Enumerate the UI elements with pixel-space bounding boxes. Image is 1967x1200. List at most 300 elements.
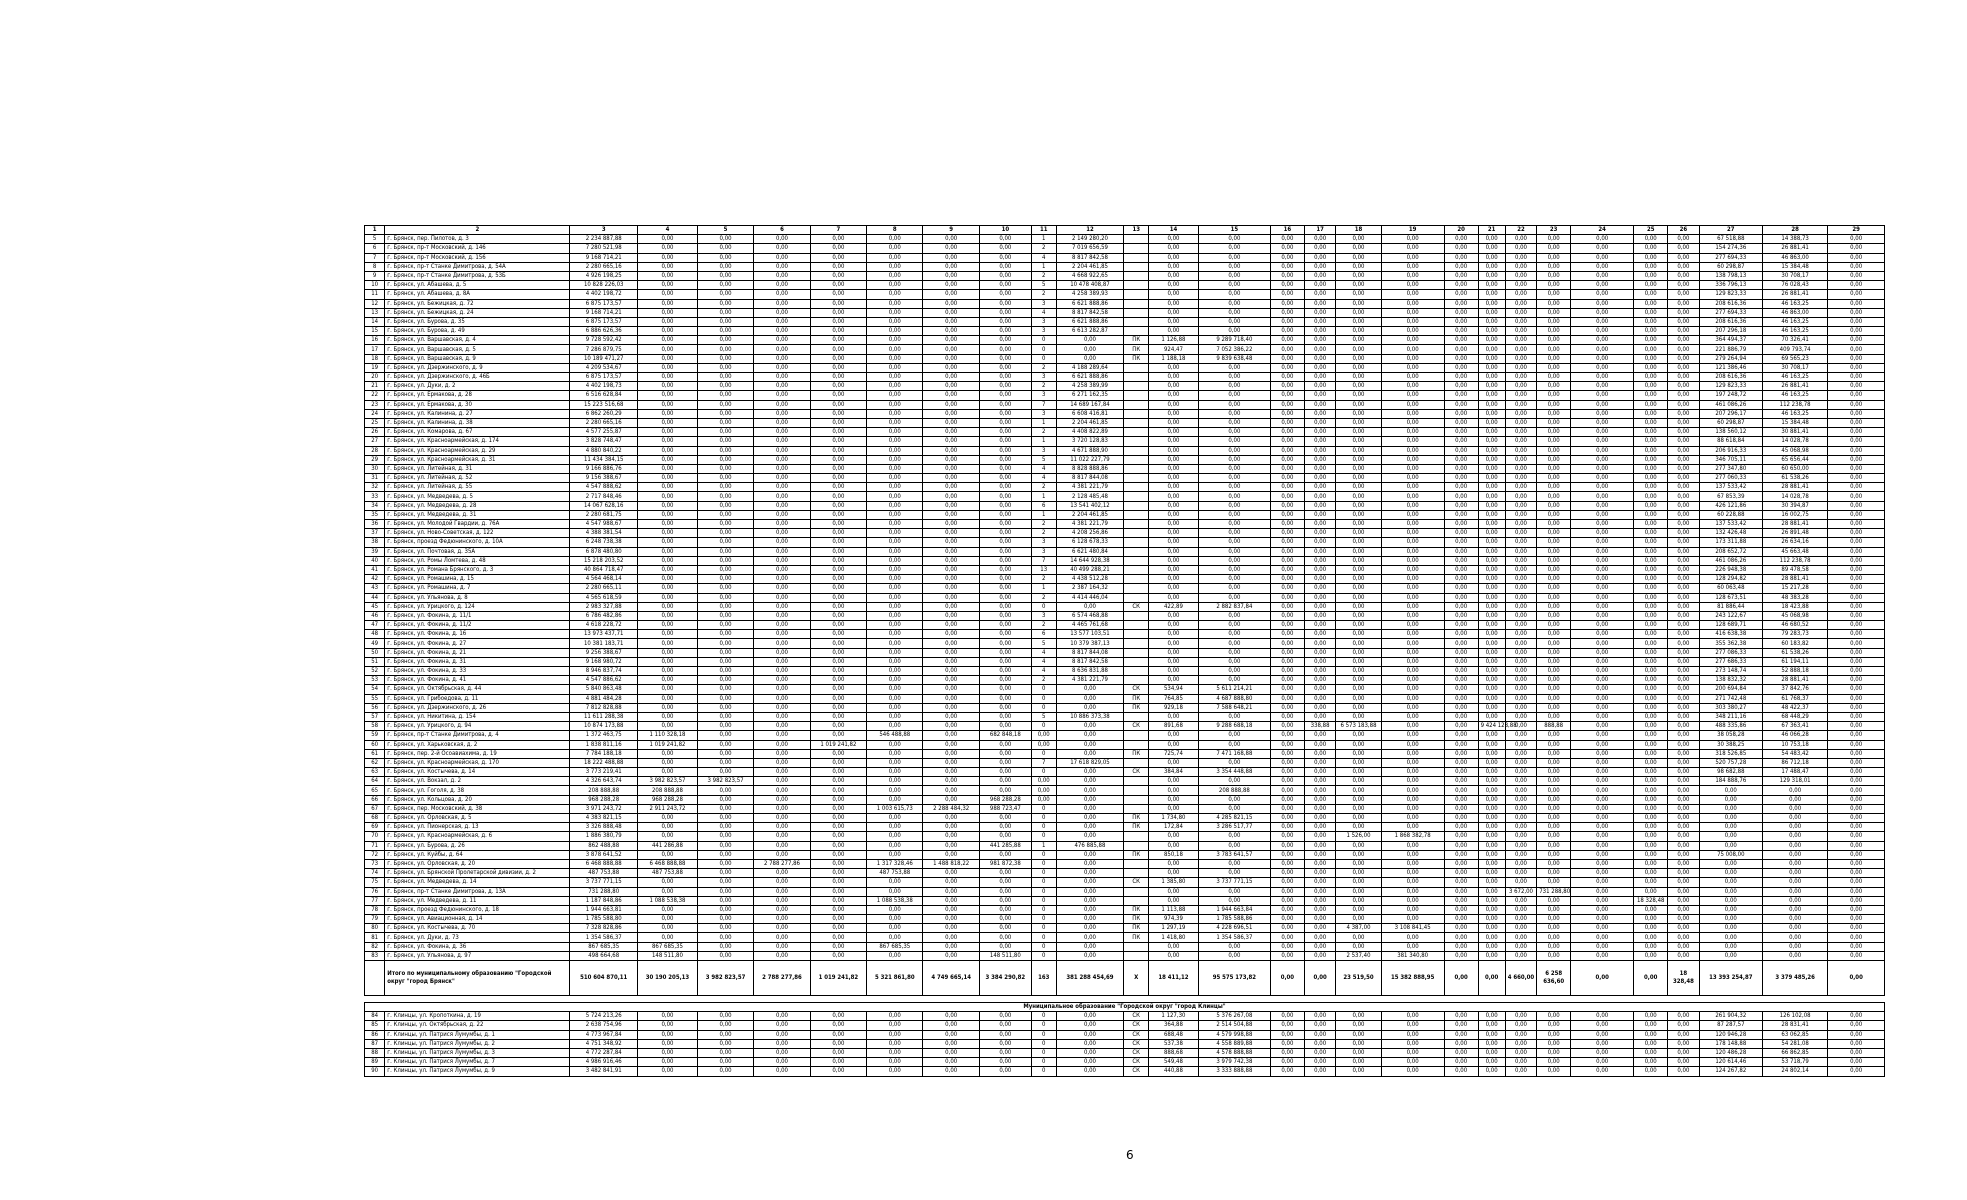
- value-cell: 0,00: [979, 556, 1031, 565]
- value-cell: 0,00: [1828, 556, 1885, 565]
- address-cell: г. Брянск, пр-т Станке Димитрова, д. 54А: [385, 262, 570, 271]
- value-cell: 120 486,28: [1699, 1048, 1762, 1057]
- value-cell: 4 387,00: [1336, 924, 1381, 933]
- value-cell: 0: [1031, 602, 1056, 611]
- address-cell: г. Брянск, ул. Ульянова, д. 97: [385, 951, 570, 960]
- value-cell: 0,00: [1270, 841, 1304, 850]
- value-cell: 0,00: [1668, 1039, 1700, 1048]
- value-cell: 0,00: [1668, 373, 1700, 382]
- value-cell: 0,00: [1381, 1048, 1444, 1057]
- value-cell: 0,00: [1304, 657, 1336, 666]
- value-cell: 0,00: [923, 1048, 979, 1057]
- value-cell: 0,00: [1478, 400, 1505, 409]
- value-cell: 0,00: [1828, 758, 1885, 767]
- value-cell: 0,00: [1537, 869, 1571, 878]
- value-cell: 0,00: [810, 1021, 866, 1030]
- value-cell: 0,00: [979, 584, 1031, 593]
- value-cell: 0,00: [1828, 942, 1885, 951]
- value-cell: 0,00: [810, 510, 866, 519]
- value-cell: 0: [1031, 804, 1056, 813]
- value-cell: 0,00: [1505, 464, 1537, 473]
- value-cell: 0,00: [979, 464, 1031, 473]
- value-cell: 0,00: [1634, 777, 1668, 786]
- value-cell: 0,00: [923, 768, 979, 777]
- value-cell: 0,00: [1336, 336, 1381, 345]
- value-cell: 0,00: [1537, 281, 1571, 290]
- value-cell: 0,00: [754, 428, 810, 437]
- value-cell: 2 911 243,72: [638, 804, 698, 813]
- value-cell: 0,00: [1668, 850, 1700, 859]
- value-cell: 2 234 887,88: [570, 235, 638, 244]
- value-cell: 0,00: [1537, 1048, 1571, 1057]
- value-cell: 0,00: [1478, 611, 1505, 620]
- value-cell: 0,00: [1668, 281, 1700, 290]
- value-cell: 0,00: [1478, 345, 1505, 354]
- value-cell: 0,00: [754, 731, 810, 740]
- value-cell: 0,00: [1304, 520, 1336, 529]
- value-cell: 2 788 277,86: [754, 859, 810, 868]
- value-cell: 2 537,40: [1336, 951, 1381, 960]
- value-cell: 0,00: [638, 933, 698, 942]
- value-cell: 0,00: [923, 538, 979, 547]
- value-cell: 9 168 714,21: [570, 253, 638, 262]
- row-number-cell: 75: [365, 878, 385, 887]
- value-cell: 0,00: [979, 373, 1031, 382]
- value-cell: 0,00: [867, 501, 923, 510]
- value-cell: 0,00: [1198, 391, 1270, 400]
- value-cell: 0,00: [638, 464, 698, 473]
- value-cell: 0,00: [1478, 712, 1505, 721]
- value-cell: 0,00: [810, 520, 866, 529]
- value-cell: 0,00: [810, 336, 866, 345]
- value-cell: 0,00: [1270, 915, 1304, 924]
- value-cell: 0,00: [638, 363, 698, 372]
- value-cell: 88 618,84: [1699, 437, 1762, 446]
- value-cell: 0,00: [1634, 446, 1668, 455]
- value-cell: 0,00: [867, 832, 923, 841]
- value-cell: 0,00: [923, 832, 979, 841]
- value-cell: 0,00: [1381, 336, 1444, 345]
- value-cell: ПК: [1124, 915, 1149, 924]
- row-number-cell: 29: [365, 455, 385, 464]
- value-cell: 0,00: [1571, 363, 1634, 372]
- value-cell: 0,00: [810, 437, 866, 446]
- value-cell: 52 888,18: [1762, 667, 1827, 676]
- table-row: [365, 685, 1885, 694]
- value-cell: 3 773 219,41: [570, 768, 638, 777]
- value-cell: 0,00: [1828, 327, 1885, 336]
- address-cell: г. Брянск, ул. Красноармейская, д. 29: [385, 446, 570, 455]
- value-cell: 0,00: [1571, 1058, 1634, 1067]
- value-cell: 0,00: [1381, 1030, 1444, 1039]
- column-number-cell: 23: [1537, 226, 1571, 235]
- value-cell: 0,00: [697, 915, 753, 924]
- value-cell: 0,00: [697, 722, 753, 731]
- value-cell: 688,48: [1149, 1030, 1199, 1039]
- value-cell: 0,00: [1828, 887, 1885, 896]
- value-cell: 48 422,37: [1762, 703, 1827, 712]
- value-cell: 0,00: [1149, 483, 1199, 492]
- value-cell: 0,00: [754, 308, 810, 317]
- value-cell: 0,00: [1505, 1030, 1537, 1039]
- value-cell: 0,00: [1634, 391, 1668, 400]
- value-cell: 0,00: [697, 317, 753, 326]
- value-cell: 138 798,13: [1699, 271, 1762, 280]
- value-cell: 0,00: [1336, 611, 1381, 620]
- value-cell: 0,00: [1634, 887, 1668, 896]
- value-cell: 0,00: [1634, 354, 1668, 363]
- value-cell: 0,00: [1537, 271, 1571, 280]
- value-cell: 0,00: [1270, 308, 1304, 317]
- value-cell: 0,00: [754, 869, 810, 878]
- value-cell: 0,00: [810, 905, 866, 914]
- value-cell: 416 638,38: [1699, 630, 1762, 639]
- table-row: [365, 777, 1885, 786]
- value-cell: 0,00: [1149, 758, 1199, 767]
- value-cell: 0,00: [1505, 290, 1537, 299]
- table-row: [365, 951, 1885, 960]
- value-cell: 3: [1031, 547, 1056, 556]
- value-cell: [1124, 951, 1149, 960]
- value-cell: 0,00: [1668, 363, 1700, 372]
- value-cell: 0,00: [697, 308, 753, 317]
- value-cell: [1124, 565, 1149, 574]
- value-cell: 13 393 254,87: [1699, 961, 1762, 996]
- value-cell: 0,00: [754, 354, 810, 363]
- value-cell: [1124, 501, 1149, 510]
- value-cell: 0,00: [1381, 878, 1444, 887]
- value-cell: 0,00: [867, 1012, 923, 1021]
- value-cell: 0,00: [1304, 758, 1336, 767]
- value-cell: 0,00: [1668, 712, 1700, 721]
- value-cell: 3 828 748,47: [570, 437, 638, 446]
- value-cell: 6 786 482,86: [570, 611, 638, 620]
- value-cell: 0,00: [867, 924, 923, 933]
- value-cell: 0,00: [1270, 317, 1304, 326]
- value-cell: 0,00: [1336, 639, 1381, 648]
- value-cell: 0,00: [867, 1048, 923, 1057]
- value-cell: 0,00: [923, 1039, 979, 1048]
- value-cell: [1124, 446, 1149, 455]
- value-cell: 0,00: [1537, 409, 1571, 418]
- value-cell: 0,00: [1505, 933, 1537, 942]
- value-cell: 0,00: [1828, 483, 1885, 492]
- table-row: [365, 740, 1885, 749]
- value-cell: 0,00: [1668, 345, 1700, 354]
- value-cell: 0,00: [1505, 832, 1537, 841]
- value-cell: 0,00: [1270, 391, 1304, 400]
- value-cell: 0,00: [754, 345, 810, 354]
- value-cell: 0,00: [1668, 244, 1700, 253]
- value-cell: 0,00: [1478, 841, 1505, 850]
- value-cell: 0,00: [1270, 1067, 1304, 1076]
- value-cell: 0,00: [1478, 887, 1505, 896]
- value-cell: 0,00: [810, 584, 866, 593]
- value-cell: 0,00: [1505, 474, 1537, 483]
- value-cell: 54 483,42: [1762, 749, 1827, 758]
- value-cell: 0,00: [923, 428, 979, 437]
- value-cell: 0,00: [638, 676, 698, 685]
- value-cell: 0,00: [867, 1030, 923, 1039]
- address-cell: г. Брянск, ул. Медведева, д. 31: [385, 510, 570, 519]
- table-row: [365, 492, 1885, 501]
- value-cell: 0,00: [1699, 823, 1762, 832]
- value-cell: 0,00: [1571, 391, 1634, 400]
- value-cell: 0,00: [1505, 501, 1537, 510]
- value-cell: 0,00: [1668, 731, 1700, 740]
- value-cell: 0,00: [1668, 474, 1700, 483]
- value-cell: 0,00: [1270, 712, 1304, 721]
- value-cell: 0,00: [1478, 786, 1505, 795]
- value-cell: 0,00: [1478, 428, 1505, 437]
- value-cell: 0,00: [1762, 951, 1827, 960]
- value-cell: 7 286 879,75: [570, 345, 638, 354]
- table-row: [365, 814, 1885, 823]
- address-cell: г. Брянск, ул. Медведева, д. 11: [385, 896, 570, 905]
- value-cell: 924,47: [1149, 345, 1199, 354]
- value-cell: 68 448,29: [1762, 712, 1827, 721]
- value-cell: 0,00: [1149, 795, 1199, 804]
- value-cell: 348 211,16: [1699, 712, 1762, 721]
- value-cell: 0,00: [1828, 1039, 1885, 1048]
- value-cell: 0,00: [1478, 290, 1505, 299]
- value-cell: 0,00: [1537, 814, 1571, 823]
- value-cell: 0,00: [1828, 446, 1885, 455]
- value-cell: 67 363,41: [1762, 722, 1827, 731]
- value-cell: 0,00: [1270, 694, 1304, 703]
- value-cell: 0,00: [923, 271, 979, 280]
- value-cell: 0,00: [979, 832, 1031, 841]
- value-cell: 0,00: [979, 418, 1031, 427]
- value-cell: 0,00: [1828, 639, 1885, 648]
- value-cell: 0,00: [1270, 639, 1304, 648]
- address-cell: г. Брянск, ул. Ново-Советская, д. 122: [385, 529, 570, 538]
- value-cell: 0,00: [1270, 510, 1304, 519]
- value-cell: 0,00: [1444, 915, 1478, 924]
- value-cell: 0,00: [923, 712, 979, 721]
- value-cell: 3 971 243,72: [570, 804, 638, 813]
- value-cell: 0,00: [1537, 740, 1571, 749]
- value-cell: 0,00: [1505, 492, 1537, 501]
- value-cell: 0,00: [1668, 676, 1700, 685]
- value-cell: 0,00: [1444, 758, 1478, 767]
- value-cell: 0,00: [638, 1030, 698, 1039]
- value-cell: 3: [1031, 299, 1056, 308]
- value-cell: 0,00: [1198, 584, 1270, 593]
- value-cell: 0,00: [1198, 951, 1270, 960]
- value-cell: 0,00: [1828, 510, 1885, 519]
- value-cell: 0,00: [1336, 878, 1381, 887]
- value-cell: 0,00: [638, 510, 698, 519]
- value-cell: 0,00: [638, 446, 698, 455]
- value-cell: 0,00: [754, 942, 810, 951]
- value-cell: 30 394,87: [1762, 501, 1827, 510]
- value-cell: 0,00: [1478, 565, 1505, 574]
- value-cell: 0,00: [1056, 749, 1124, 758]
- value-cell: 1: [1031, 584, 1056, 593]
- value-cell: 0,00: [1699, 933, 1762, 942]
- value-cell: 0,00: [1634, 510, 1668, 519]
- value-cell: 0,00: [1270, 464, 1304, 473]
- value-cell: 6: [1031, 501, 1056, 510]
- value-cell: 3: [1031, 373, 1056, 382]
- value-cell: 355 362,38: [1699, 639, 1762, 648]
- value-cell: 0,00: [1336, 253, 1381, 262]
- value-cell: 0,00: [1198, 455, 1270, 464]
- value-cell: 0,00: [1478, 657, 1505, 666]
- value-cell: 0,00: [1149, 565, 1199, 574]
- value-cell: 128 294,82: [1699, 575, 1762, 584]
- value-cell: 0,00: [1304, 841, 1336, 850]
- value-cell: 0,00: [1668, 630, 1700, 639]
- value-cell: 0,00: [1668, 327, 1700, 336]
- value-cell: 0,00: [1381, 694, 1444, 703]
- value-cell: 0,00: [1571, 354, 1634, 363]
- value-cell: 0,00: [1571, 556, 1634, 565]
- value-cell: 0,00: [1056, 887, 1124, 896]
- value-cell: 0,00: [1571, 253, 1634, 262]
- value-cell: [1124, 942, 1149, 951]
- value-cell: 0,00: [1444, 391, 1478, 400]
- value-cell: 0,00: [1634, 409, 1668, 418]
- value-cell: 0,00: [697, 565, 753, 574]
- value-cell: 0,00: [1571, 520, 1634, 529]
- value-cell: 0,00: [1444, 483, 1478, 492]
- value-cell: 0,00: [810, 1058, 866, 1067]
- value-cell: 0,00: [1336, 492, 1381, 501]
- value-cell: 0,00: [754, 951, 810, 960]
- value-cell: 0,00: [1304, 382, 1336, 391]
- value-cell: 6 574 468,88: [1056, 611, 1124, 620]
- value-cell: 0,00: [1571, 961, 1634, 996]
- value-cell: 0,00: [1571, 758, 1634, 767]
- value-cell: 0,00: [1571, 648, 1634, 657]
- value-cell: 0,00: [1668, 905, 1700, 914]
- value-cell: 0,00: [1270, 565, 1304, 574]
- table-row: [365, 657, 1885, 666]
- value-cell: 0,00: [1505, 694, 1537, 703]
- address-cell: г. Брянск, ул. Дуки, д. 73: [385, 933, 570, 942]
- value-cell: 0,00: [810, 859, 866, 868]
- value-cell: 0,00: [1381, 795, 1444, 804]
- value-cell: 0,00: [1505, 685, 1537, 694]
- column-number-cell: 8: [867, 226, 923, 235]
- value-cell: 0,00: [1762, 869, 1827, 878]
- value-cell: 0,00: [923, 290, 979, 299]
- value-cell: 0,00: [1571, 685, 1634, 694]
- value-cell: 364 494,37: [1699, 336, 1762, 345]
- value-cell: 0,00: [1444, 804, 1478, 813]
- value-cell: 4 188 289,64: [1056, 363, 1124, 372]
- value-cell: 0,00: [638, 253, 698, 262]
- value-cell: 0,00: [1304, 676, 1336, 685]
- value-cell: 0,00: [1336, 1058, 1381, 1067]
- value-cell: 0,00: [1668, 621, 1700, 630]
- column-number-cell: 15: [1198, 226, 1270, 235]
- value-cell: 0,00: [810, 354, 866, 363]
- value-cell: 0,00: [810, 1030, 866, 1039]
- value-cell: 0,00: [1828, 694, 1885, 703]
- value-cell: 0,00: [1828, 630, 1885, 639]
- value-cell: 0,00: [923, 262, 979, 271]
- value-cell: 0,00: [1505, 951, 1537, 960]
- value-cell: [1124, 253, 1149, 262]
- value-cell: [1124, 676, 1149, 685]
- row-number-cell: 70: [365, 832, 385, 841]
- value-cell: 0,00: [1149, 520, 1199, 529]
- row-number-cell: 65: [365, 786, 385, 795]
- value-cell: 0,00: [1304, 510, 1336, 519]
- value-cell: 0: [1031, 1012, 1056, 1021]
- value-cell: 0,00: [1571, 235, 1634, 244]
- value-cell: 15 217,28: [1762, 584, 1827, 593]
- value-cell: 0,00: [867, 915, 923, 924]
- value-cell: 4 414 446,04: [1056, 593, 1124, 602]
- value-cell: 3 982 823,57: [697, 961, 753, 996]
- value-cell: 0,00: [1304, 1021, 1336, 1030]
- value-cell: 0,00: [1634, 1058, 1668, 1067]
- column-number-row: [365, 226, 1885, 235]
- value-cell: 1: [1031, 510, 1056, 519]
- value-cell: 0,00: [1381, 363, 1444, 372]
- value-cell: 0,00: [1381, 409, 1444, 418]
- value-cell: 0,00: [1505, 814, 1537, 823]
- value-cell: 0,00: [1505, 786, 1537, 795]
- value-cell: 0,00: [1336, 712, 1381, 721]
- table-row: [365, 584, 1885, 593]
- table-row: [365, 308, 1885, 317]
- value-cell: 23 519,50: [1336, 961, 1381, 996]
- value-cell: 0,00: [1336, 1030, 1381, 1039]
- table-row: [365, 336, 1885, 345]
- value-cell: 0,00: [1828, 933, 1885, 942]
- value-cell: 0,00: [1149, 538, 1199, 547]
- value-cell: [1124, 492, 1149, 501]
- value-cell: 0,00: [923, 703, 979, 712]
- value-cell: 0,00: [1304, 905, 1336, 914]
- address-cell: г. Брянск, ул. Литейная, д. 55: [385, 483, 570, 492]
- value-cell: 0,00: [1571, 942, 1634, 951]
- value-cell: 0,00: [923, 437, 979, 446]
- value-cell: 0,00: [923, 575, 979, 584]
- value-cell: 0,00: [979, 639, 1031, 648]
- value-cell: 0,00: [1381, 933, 1444, 942]
- value-cell: 0,00: [1304, 281, 1336, 290]
- value-cell: 0,00: [1149, 455, 1199, 464]
- value-cell: 28 881,41: [1762, 520, 1827, 529]
- value-cell: 0,00: [697, 400, 753, 409]
- value-cell: 14 028,78: [1762, 492, 1827, 501]
- value-cell: 0,00: [979, 1030, 1031, 1039]
- value-cell: 0,00: [1149, 271, 1199, 280]
- value-cell: 11 611 288,38: [570, 712, 638, 721]
- value-cell: 0,00: [810, 694, 866, 703]
- value-cell: 0,00: [810, 446, 866, 455]
- value-cell: 0,00: [1505, 676, 1537, 685]
- value-cell: 0,00: [867, 758, 923, 767]
- value-cell: 2: [1031, 529, 1056, 538]
- value-cell: 0,00: [754, 474, 810, 483]
- value-cell: 0,00: [1381, 859, 1444, 868]
- table-row: [365, 1039, 1885, 1048]
- value-cell: 28 881,41: [1762, 575, 1827, 584]
- value-cell: 0,00: [1198, 271, 1270, 280]
- value-cell: 0,00: [1571, 869, 1634, 878]
- value-cell: 0,00: [1668, 924, 1700, 933]
- value-cell: 0,00: [1198, 593, 1270, 602]
- value-cell: 0,00: [1478, 933, 1505, 942]
- value-cell: 0,00: [1634, 1021, 1668, 1030]
